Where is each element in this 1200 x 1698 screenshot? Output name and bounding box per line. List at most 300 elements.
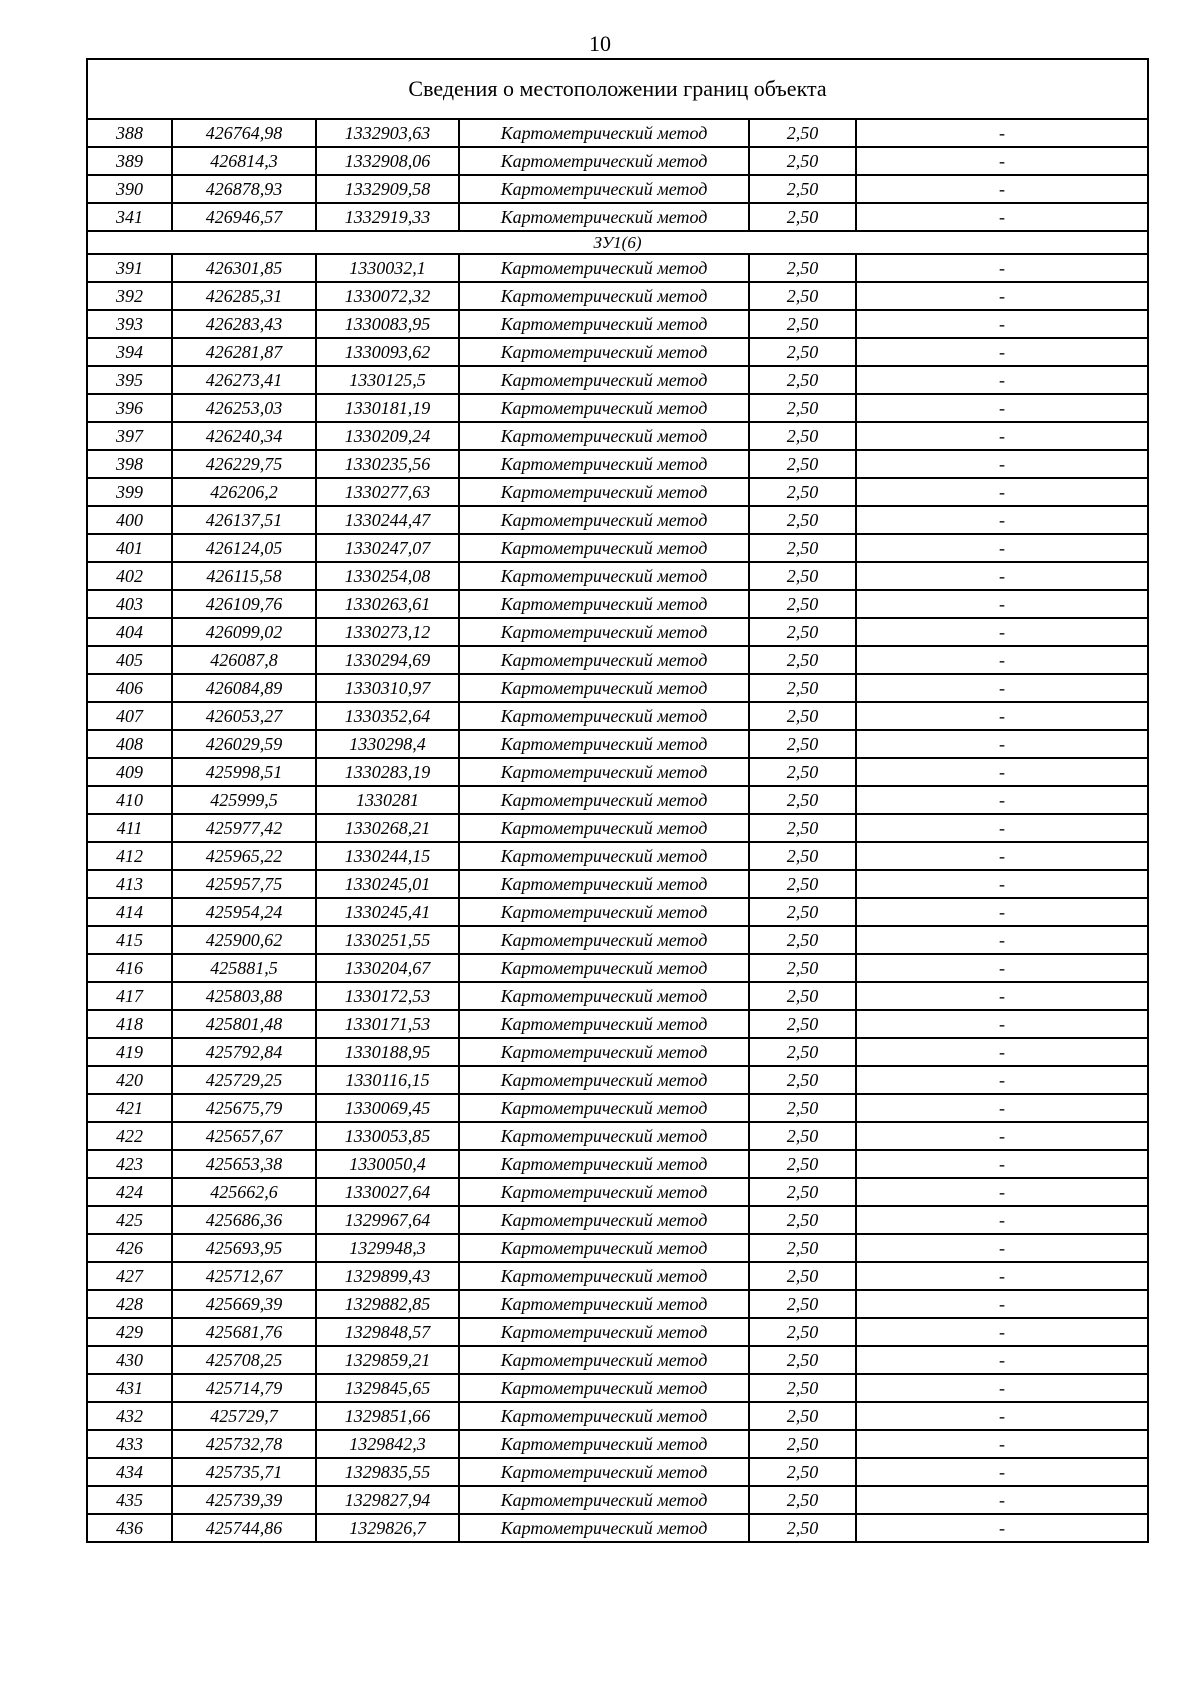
table-row [87,1402,1148,1430]
cell-coordinate-y: 1329851,66 [316,1402,459,1430]
cell-coordinate-x: 425657,67 [172,1122,316,1150]
cell-accuracy: 2,50 [749,842,856,870]
page-number: 10 [589,31,611,56]
cell-determination-method: Картометрический метод [459,119,749,147]
cell-determination-method: Картометрический метод [459,506,749,534]
cell-description: - [856,898,1148,926]
cell-accuracy: 2,50 [749,982,856,1010]
cell-coordinate-x: 425957,75 [172,870,316,898]
cell-accuracy: 2,50 [749,147,856,175]
cell-determination-method: Картометрический метод [459,1290,749,1318]
table-row [87,1374,1148,1402]
cell-description: - [856,506,1148,534]
cell-determination-method: Картометрический метод [459,282,749,310]
cell-accuracy: 2,50 [749,1178,856,1206]
cell-point-number: 403 [87,590,172,618]
cell-determination-method: Картометрический метод [459,758,749,786]
cell-point-number: 341 [87,203,172,231]
table-row [87,1430,1148,1458]
cell-accuracy: 2,50 [749,1066,856,1094]
cell-coordinate-x: 425686,36 [172,1206,316,1234]
cell-point-number: 411 [87,814,172,842]
table-row [87,478,1148,506]
cell-description: - [856,422,1148,450]
cell-determination-method: Картометрический метод [459,1178,749,1206]
cell-accuracy: 2,50 [749,478,856,506]
cell-description: - [856,1038,1148,1066]
cell-coordinate-y: 1330050,4 [316,1150,459,1178]
cell-accuracy: 2,50 [749,786,856,814]
table-row [87,1010,1148,1038]
cell-accuracy: 2,50 [749,1290,856,1318]
cell-coordinate-y: 1330053,85 [316,1122,459,1150]
cell-accuracy: 2,50 [749,1206,856,1234]
cell-point-number: 390 [87,175,172,203]
cell-accuracy: 2,50 [749,203,856,231]
cell-determination-method: Картометрический метод [459,1346,749,1374]
cell-description: - [856,730,1148,758]
cell-determination-method: Картометрический метод [459,870,749,898]
cell-description: - [856,562,1148,590]
cell-point-number: 435 [87,1486,172,1514]
table-row [87,562,1148,590]
cell-description: - [856,366,1148,394]
cell-accuracy: 2,50 [749,1374,856,1402]
cell-point-number: 395 [87,366,172,394]
cell-point-number: 399 [87,478,172,506]
cell-coordinate-x: 425881,5 [172,954,316,982]
cell-description: - [856,842,1148,870]
table-row [87,618,1148,646]
cell-coordinate-x: 425675,79 [172,1094,316,1122]
cell-coordinate-y: 1330283,19 [316,758,459,786]
cell-accuracy: 2,50 [749,1402,856,1430]
table-row [87,786,1148,814]
cell-description: - [856,1234,1148,1262]
cell-accuracy: 2,50 [749,898,856,926]
cell-coordinate-y: 1330281 [316,786,459,814]
cell-coordinate-x: 425900,62 [172,926,316,954]
cell-determination-method: Картометрический метод [459,954,749,982]
cell-accuracy: 2,50 [749,1486,856,1514]
cell-point-number: 391 [87,254,172,282]
coordinates-table [86,58,1149,1543]
cell-coordinate-y: 1332909,58 [316,175,459,203]
cell-coordinate-x: 426240,34 [172,422,316,450]
cell-coordinate-y: 1330254,08 [316,562,459,590]
cell-description: - [856,1206,1148,1234]
cell-point-number: 401 [87,534,172,562]
table-row [87,1318,1148,1346]
cell-accuracy: 2,50 [749,758,856,786]
cell-coordinate-x: 425735,71 [172,1458,316,1486]
cell-accuracy: 2,50 [749,1038,856,1066]
cell-determination-method: Картометрический метод [459,1402,749,1430]
cell-accuracy: 2,50 [749,119,856,147]
cell-determination-method: Картометрический метод [459,590,749,618]
cell-point-number: 392 [87,282,172,310]
cell-coordinate-y: 1330298,4 [316,730,459,758]
cell-description: - [856,119,1148,147]
cell-coordinate-y: 1330245,41 [316,898,459,926]
table-row [87,394,1148,422]
table-row [87,758,1148,786]
cell-coordinate-x: 425669,39 [172,1290,316,1318]
cell-accuracy: 2,50 [749,562,856,590]
table-row [87,1262,1148,1290]
cell-determination-method: Картометрический метод [459,702,749,730]
cell-determination-method: Картометрический метод [459,254,749,282]
cell-point-number: 425 [87,1206,172,1234]
table-row [87,1094,1148,1122]
cell-accuracy: 2,50 [749,1010,856,1038]
cell-coordinate-y: 1330235,56 [316,450,459,478]
cell-coordinate-x: 426115,58 [172,562,316,590]
table-row [87,646,1148,674]
cell-point-number: 410 [87,786,172,814]
cell-accuracy: 2,50 [749,870,856,898]
cell-description: - [856,1430,1148,1458]
cell-accuracy: 2,50 [749,175,856,203]
table-row [87,1038,1148,1066]
cell-point-number: 388 [87,119,172,147]
coordinates-table-body [87,59,1148,1542]
cell-coordinate-x: 426946,57 [172,203,316,231]
cell-point-number: 404 [87,618,172,646]
cell-coordinate-y: 1329842,3 [316,1430,459,1458]
cell-point-number: 424 [87,1178,172,1206]
cell-coordinate-x: 425729,25 [172,1066,316,1094]
cell-point-number: 402 [87,562,172,590]
cell-accuracy: 2,50 [749,646,856,674]
cell-determination-method: Картометрический метод [459,478,749,506]
cell-coordinate-y: 1330032,1 [316,254,459,282]
cell-description: - [856,1066,1148,1094]
cell-coordinate-y: 1330171,53 [316,1010,459,1038]
cell-coordinate-x: 426285,31 [172,282,316,310]
cell-description: - [856,1178,1148,1206]
cell-determination-method: Картометрический метод [459,674,749,702]
cell-coordinate-y: 1330172,53 [316,982,459,1010]
cell-coordinate-y: 1330244,47 [316,506,459,534]
cell-description: - [856,786,1148,814]
cell-accuracy: 2,50 [749,1122,856,1150]
cell-point-number: 422 [87,1122,172,1150]
table-row [87,954,1148,982]
cell-coordinate-y: 1332903,63 [316,119,459,147]
cell-determination-method: Картометрический метод [459,1514,749,1542]
cell-description: - [856,1122,1148,1150]
cell-coordinate-y: 1329848,57 [316,1318,459,1346]
cell-coordinate-x: 425803,88 [172,982,316,1010]
cell-coordinate-x: 426878,93 [172,175,316,203]
cell-description: - [856,175,1148,203]
cell-determination-method: Картометрический метод [459,175,749,203]
cell-coordinate-x: 426764,98 [172,119,316,147]
cell-point-number: 405 [87,646,172,674]
cell-coordinate-x: 426087,8 [172,646,316,674]
cell-description: - [856,1262,1148,1290]
cell-accuracy: 2,50 [749,310,856,338]
section-row [87,231,1148,254]
cell-coordinate-y: 1329899,43 [316,1262,459,1290]
cell-accuracy: 2,50 [749,1318,856,1346]
table-row [87,366,1148,394]
cell-coordinate-x: 425712,67 [172,1262,316,1290]
cell-description: - [856,646,1148,674]
cell-determination-method: Картометрический метод [459,1318,749,1346]
table-row [87,1150,1148,1178]
cell-description: - [856,618,1148,646]
table-row [87,814,1148,842]
table-row [87,1122,1148,1150]
cell-coordinate-x: 425744,86 [172,1514,316,1542]
cell-determination-method: Картометрический метод [459,1122,749,1150]
cell-determination-method: Картометрический метод [459,366,749,394]
cell-point-number: 389 [87,147,172,175]
cell-description: - [856,1290,1148,1318]
cell-accuracy: 2,50 [749,1262,856,1290]
cell-determination-method: Картометрический метод [459,730,749,758]
cell-point-number: 420 [87,1066,172,1094]
cell-determination-method: Картометрический метод [459,422,749,450]
cell-determination-method: Картометрический метод [459,1150,749,1178]
table-row [87,310,1148,338]
cell-coordinate-x: 426273,41 [172,366,316,394]
cell-point-number: 397 [87,422,172,450]
cell-description: - [856,1514,1148,1542]
cell-accuracy: 2,50 [749,702,856,730]
cell-coordinate-x: 426053,27 [172,702,316,730]
cell-coordinate-x: 425792,84 [172,1038,316,1066]
cell-determination-method: Картометрический метод [459,562,749,590]
cell-point-number: 396 [87,394,172,422]
section-label: ЗУ1(6) [87,231,1148,254]
cell-coordinate-y: 1330027,64 [316,1178,459,1206]
cell-determination-method: Картометрический метод [459,534,749,562]
cell-determination-method: Картометрический метод [459,1206,749,1234]
cell-determination-method: Картометрический метод [459,814,749,842]
table-row [87,175,1148,203]
cell-accuracy: 2,50 [749,338,856,366]
cell-accuracy: 2,50 [749,730,856,758]
cell-coordinate-y: 1330188,95 [316,1038,459,1066]
cell-point-number: 428 [87,1290,172,1318]
cell-point-number: 419 [87,1038,172,1066]
cell-accuracy: 2,50 [749,618,856,646]
cell-point-number: 394 [87,338,172,366]
cell-coordinate-x: 426124,05 [172,534,316,562]
cell-point-number: 432 [87,1402,172,1430]
cell-description: - [856,954,1148,982]
cell-accuracy: 2,50 [749,1514,856,1542]
table-title-row [87,59,1148,119]
cell-determination-method: Картометрический метод [459,1458,749,1486]
cell-coordinate-y: 1330125,5 [316,366,459,394]
table-row [87,898,1148,926]
cell-coordinate-y: 1330245,01 [316,870,459,898]
cell-coordinate-y: 1330244,15 [316,842,459,870]
cell-coordinate-y: 1330069,45 [316,1094,459,1122]
cell-description: - [856,590,1148,618]
table-row [87,1206,1148,1234]
cell-coordinate-y: 1330310,97 [316,674,459,702]
cell-coordinate-y: 1330268,21 [316,814,459,842]
table-title: Сведения о местоположении границ объекта [87,59,1148,119]
cell-coordinate-x: 425681,76 [172,1318,316,1346]
cell-point-number: 427 [87,1262,172,1290]
cell-description: - [856,1010,1148,1038]
cell-coordinate-y: 1330209,24 [316,422,459,450]
cell-accuracy: 2,50 [749,422,856,450]
cell-coordinate-x: 426109,76 [172,590,316,618]
cell-determination-method: Картометрический метод [459,310,749,338]
table-row [87,1290,1148,1318]
cell-determination-method: Картометрический метод [459,1486,749,1514]
cell-coordinate-y: 1330273,12 [316,618,459,646]
cell-accuracy: 2,50 [749,534,856,562]
cell-coordinate-y: 1329845,65 [316,1374,459,1402]
cell-description: - [856,870,1148,898]
cell-point-number: 434 [87,1458,172,1486]
cell-coordinate-y: 1330251,55 [316,926,459,954]
cell-coordinate-x: 425954,24 [172,898,316,926]
cell-accuracy: 2,50 [749,282,856,310]
cell-coordinate-x: 426137,51 [172,506,316,534]
cell-coordinate-y: 1330294,69 [316,646,459,674]
cell-point-number: 429 [87,1318,172,1346]
cell-coordinate-x: 426099,02 [172,618,316,646]
cell-coordinate-x: 425729,7 [172,1402,316,1430]
cell-point-number: 406 [87,674,172,702]
cell-coordinate-y: 1329859,21 [316,1346,459,1374]
cell-accuracy: 2,50 [749,926,856,954]
cell-determination-method: Картометрический метод [459,450,749,478]
cell-determination-method: Картометрический метод [459,982,749,1010]
coordinates-table-frame [86,58,1147,1543]
cell-description: - [856,1458,1148,1486]
cell-point-number: 413 [87,870,172,898]
cell-coordinate-x: 425965,22 [172,842,316,870]
cell-description: - [856,1150,1148,1178]
cell-description: - [856,534,1148,562]
cell-accuracy: 2,50 [749,366,856,394]
cell-coordinate-y: 1330116,15 [316,1066,459,1094]
cell-coordinate-y: 1330277,63 [316,478,459,506]
table-row [87,1346,1148,1374]
table-row [87,422,1148,450]
cell-point-number: 415 [87,926,172,954]
table-row [87,147,1148,175]
cell-determination-method: Картометрический метод [459,394,749,422]
cell-description: - [856,674,1148,702]
cell-point-number: 409 [87,758,172,786]
cell-point-number: 414 [87,898,172,926]
cell-description: - [856,926,1148,954]
cell-point-number: 418 [87,1010,172,1038]
cell-determination-method: Картометрический метод [459,1234,749,1262]
cell-point-number: 430 [87,1346,172,1374]
table-row [87,1486,1148,1514]
cell-point-number: 423 [87,1150,172,1178]
cell-determination-method: Картометрический метод [459,898,749,926]
cell-description: - [856,450,1148,478]
cell-coordinate-y: 1329826,7 [316,1514,459,1542]
table-row [87,1234,1148,1262]
cell-coordinate-y: 1330247,07 [316,534,459,562]
table-row [87,338,1148,366]
cell-coordinate-x: 426206,2 [172,478,316,506]
cell-point-number: 400 [87,506,172,534]
cell-determination-method: Картометрический метод [459,786,749,814]
cell-determination-method: Картометрический метод [459,926,749,954]
cell-description: - [856,282,1148,310]
cell-coordinate-y: 1332919,33 [316,203,459,231]
table-row [87,842,1148,870]
cell-description: - [856,1402,1148,1430]
cell-accuracy: 2,50 [749,674,856,702]
cell-description: - [856,254,1148,282]
cell-determination-method: Картометрический метод [459,1094,749,1122]
cell-determination-method: Картометрический метод [459,618,749,646]
cell-accuracy: 2,50 [749,506,856,534]
table-row [87,1458,1148,1486]
cell-accuracy: 2,50 [749,1458,856,1486]
cell-coordinate-x: 425714,79 [172,1374,316,1402]
cell-description: - [856,478,1148,506]
cell-coordinate-x: 426283,43 [172,310,316,338]
table-row [87,730,1148,758]
cell-coordinate-x: 426281,87 [172,338,316,366]
cell-point-number: 426 [87,1234,172,1262]
cell-determination-method: Картометрический метод [459,147,749,175]
cell-description: - [856,758,1148,786]
table-row [87,282,1148,310]
cell-coordinate-x: 425732,78 [172,1430,316,1458]
cell-coordinate-x: 425999,5 [172,786,316,814]
cell-coordinate-y: 1332908,06 [316,147,459,175]
cell-description: - [856,1318,1148,1346]
table-row [87,702,1148,730]
cell-coordinate-x: 425739,39 [172,1486,316,1514]
cell-coordinate-x: 425801,48 [172,1010,316,1038]
cell-point-number: 433 [87,1430,172,1458]
cell-point-number: 398 [87,450,172,478]
cell-accuracy: 2,50 [749,1346,856,1374]
cell-point-number: 393 [87,310,172,338]
table-row [87,119,1148,147]
table-row [87,1178,1148,1206]
table-row [87,1514,1148,1542]
cell-description: - [856,702,1148,730]
cell-coordinate-x: 426084,89 [172,674,316,702]
table-row [87,1066,1148,1094]
table-row [87,982,1148,1010]
cell-coordinate-y: 1330352,64 [316,702,459,730]
cell-point-number: 407 [87,702,172,730]
cell-coordinate-y: 1330204,67 [316,954,459,982]
cell-coordinate-x: 425708,25 [172,1346,316,1374]
cell-description: - [856,203,1148,231]
cell-description: - [856,814,1148,842]
cell-determination-method: Картометрический метод [459,1038,749,1066]
cell-description: - [856,982,1148,1010]
cell-accuracy: 2,50 [749,1234,856,1262]
cell-description: - [856,1486,1148,1514]
cell-determination-method: Картометрический метод [459,338,749,366]
cell-determination-method: Картометрический метод [459,1262,749,1290]
cell-coordinate-y: 1330263,61 [316,590,459,618]
